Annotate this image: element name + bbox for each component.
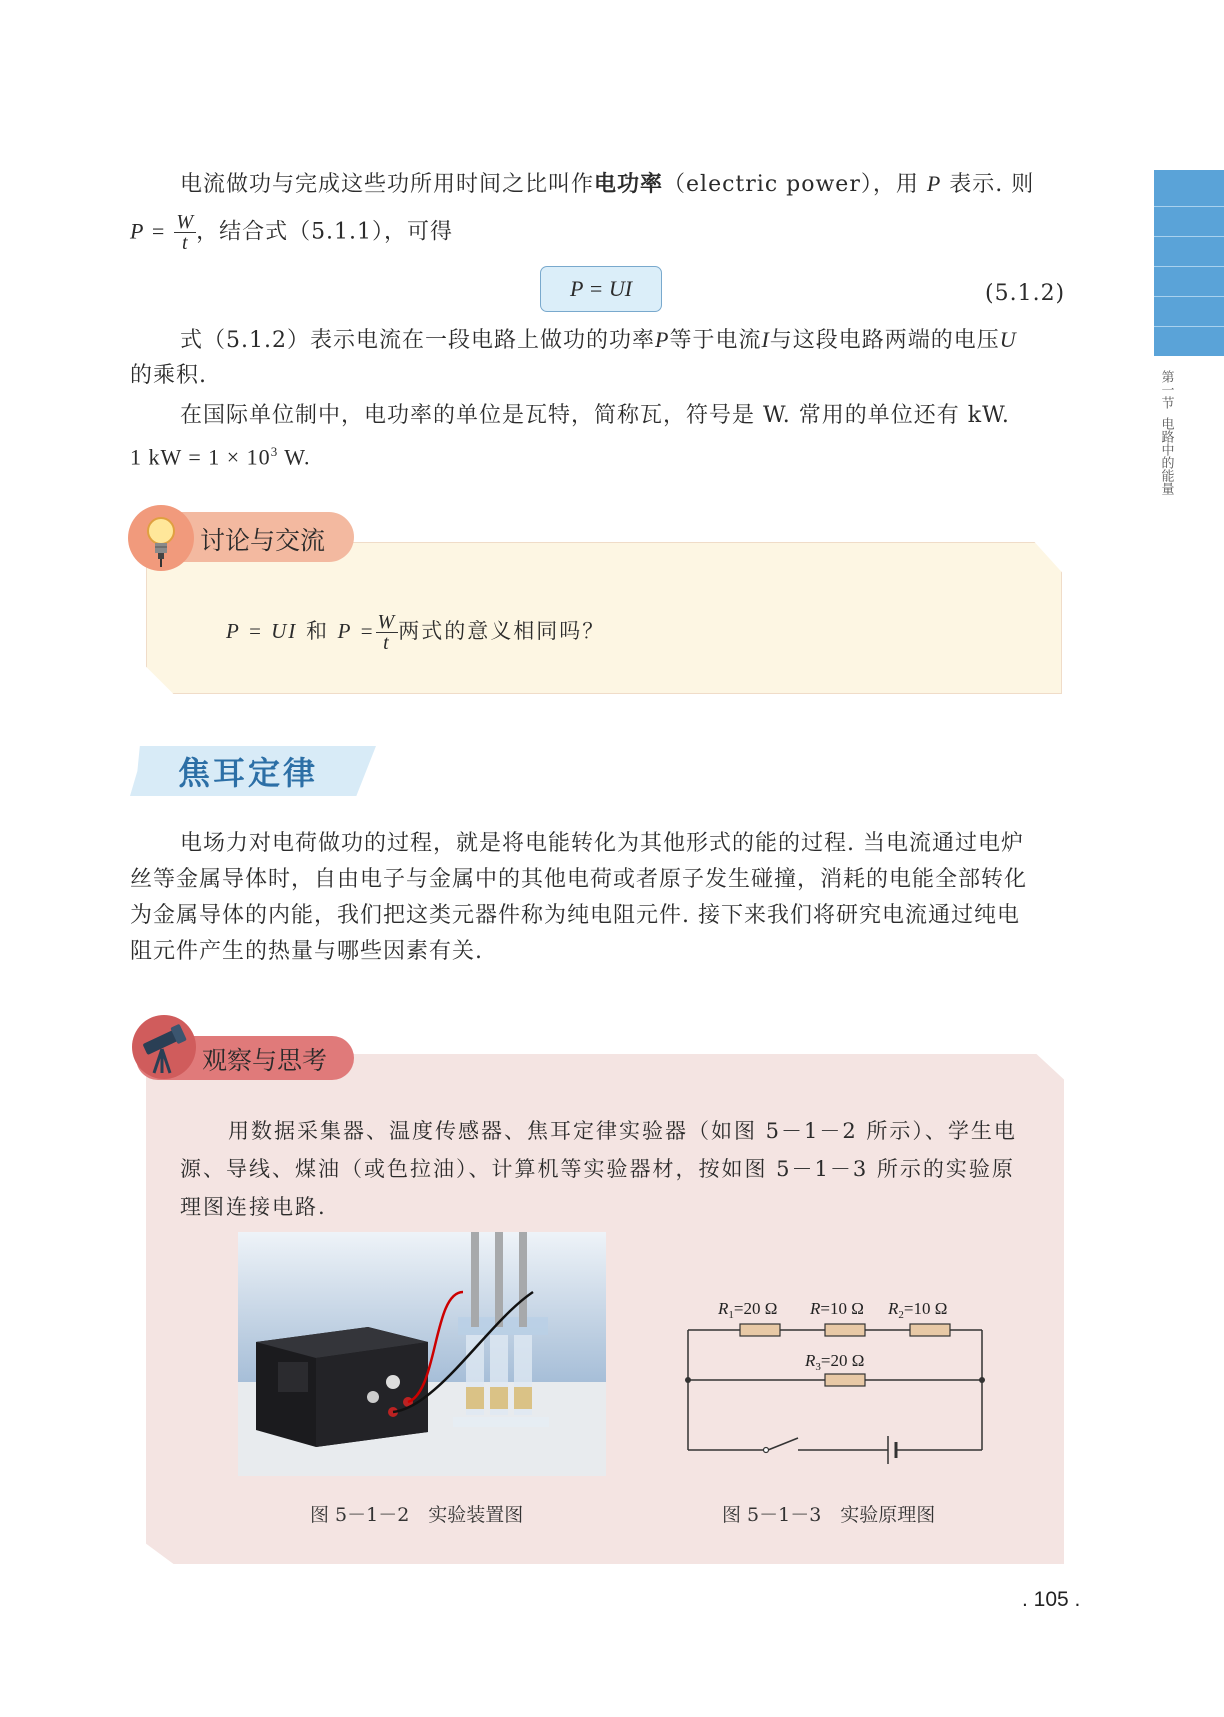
side-tab-section: 第一节 [1158, 370, 1174, 409]
text-segment: 和 [305, 619, 329, 643]
text-segment: 与这段电路两端的电压 [769, 328, 1000, 353]
label-r2: $R_2=10$ Ω [888, 1299, 948, 1321]
text-segment: 电流做功与完成这些功所用时间之比叫作 [180, 172, 595, 197]
paragraph-units-line2 [130, 434, 311, 475]
text-segment: ，结合式（5.1.1），可得 [196, 219, 454, 245]
text-segment: 表示. 则 [949, 172, 1035, 197]
paragraph-joule-intro [130, 826, 1070, 970]
caption-figure-5-1-2: 图 5－1－2 实验装置图 [310, 1504, 524, 1526]
fraction-denominator: t [181, 232, 189, 254]
text-segment: W. [278, 444, 311, 470]
caption-figure-5-1-3: 图 5－1－3 实验原理图 [722, 1504, 936, 1526]
formula-P-UI: P = UI [226, 619, 298, 643]
exponent: 3 [270, 444, 279, 459]
paragraph-formula-explanation [180, 322, 1080, 359]
side-tab-stripes [1154, 170, 1224, 356]
paragraph-formula-explanation-end: 的乘积. [130, 363, 207, 388]
paragraph-line: 源、导线、煤油（或色拉油）、计算机等实验器材，按如图 5－1－3 所示的实验原 [180, 1157, 1015, 1181]
text-segment: （electric power），用 [663, 172, 919, 197]
symbol-I: I [761, 327, 770, 352]
symbol-P: P [654, 327, 670, 352]
telescope-icon [132, 1015, 196, 1079]
fraction-numerator: W [377, 611, 397, 633]
section-title: 焦耳定律 [178, 754, 319, 792]
side-tab-label [1154, 370, 1178, 495]
paragraph-line: 电场力对电荷做功的过程，就是将电能转化为其他形式的能的过程. 当电流通过电炉 [180, 831, 1024, 856]
discussion-title: 讨论与交流 [200, 526, 326, 555]
page-number: . 105 . [1022, 1588, 1081, 1611]
fraction-W-over-t [376, 612, 399, 653]
formula-number: (5.1.2) [985, 281, 1066, 306]
label-r3: $R_3=20$ Ω [805, 1351, 865, 1373]
symbol-U: U [999, 327, 1017, 352]
paragraph-units: 在国际单位制中，电功率的单位是瓦特，简称瓦，符号是 W. 常用的单位还有 kW. [180, 403, 1010, 428]
fraction-denominator: t [383, 632, 391, 654]
lightbulb-icon [128, 505, 194, 571]
term-electric-power: 电功率 [594, 172, 664, 197]
formula-box: P = UI [540, 266, 662, 312]
paragraph-line: 阻元件产生的热量与哪些因素有关. [130, 939, 483, 964]
observe-text [180, 1112, 1040, 1226]
paragraph-line: 丝等金属导体时，自由电子与金属中的其他电荷或者原子发生碰撞，消耗的电能全部转化 [130, 867, 1028, 892]
discussion-question [226, 612, 605, 653]
fraction-W-over-t [174, 212, 196, 253]
text-segment: 等于电流 [669, 328, 762, 353]
symbol-P: P [926, 171, 942, 196]
paragraph-line: 理图连接电路. [180, 1195, 327, 1219]
experiment-apparatus-photo [238, 1232, 606, 1476]
formula-P-eq: P = [337, 619, 376, 643]
label-r1: $R_1=20$ Ω [718, 1299, 778, 1321]
paragraph-electric-power-line2 [130, 212, 730, 253]
observe-title: 观察与思考 [202, 1046, 328, 1075]
paragraph-line: 用数据采集器、温度传感器、焦耳定律实验器（如图 5－1－2 所示）、学生电 [228, 1119, 1017, 1143]
label-r: R=10 Ω [810, 1299, 864, 1318]
text-segment: 式（5.1.2）表示电流在一段电路上做功的功率 [180, 328, 655, 353]
text-segment: 1 kW = 1 × 10 [130, 444, 271, 470]
circuit-diagram [660, 1290, 1010, 1470]
paragraph-electric-power-def [180, 166, 1080, 203]
fraction-numerator: W [176, 211, 195, 233]
formula-P-eq: P = [130, 218, 167, 244]
side-tab-title: 电路中的能量 [1158, 417, 1174, 495]
text-segment: 两式的意义相同吗？ [398, 619, 606, 643]
paragraph-line: 为金属导体的内能，我们把这类元器件称为纯电阻元件. 接下来我们将研究电流通过纯电 [130, 903, 1020, 928]
